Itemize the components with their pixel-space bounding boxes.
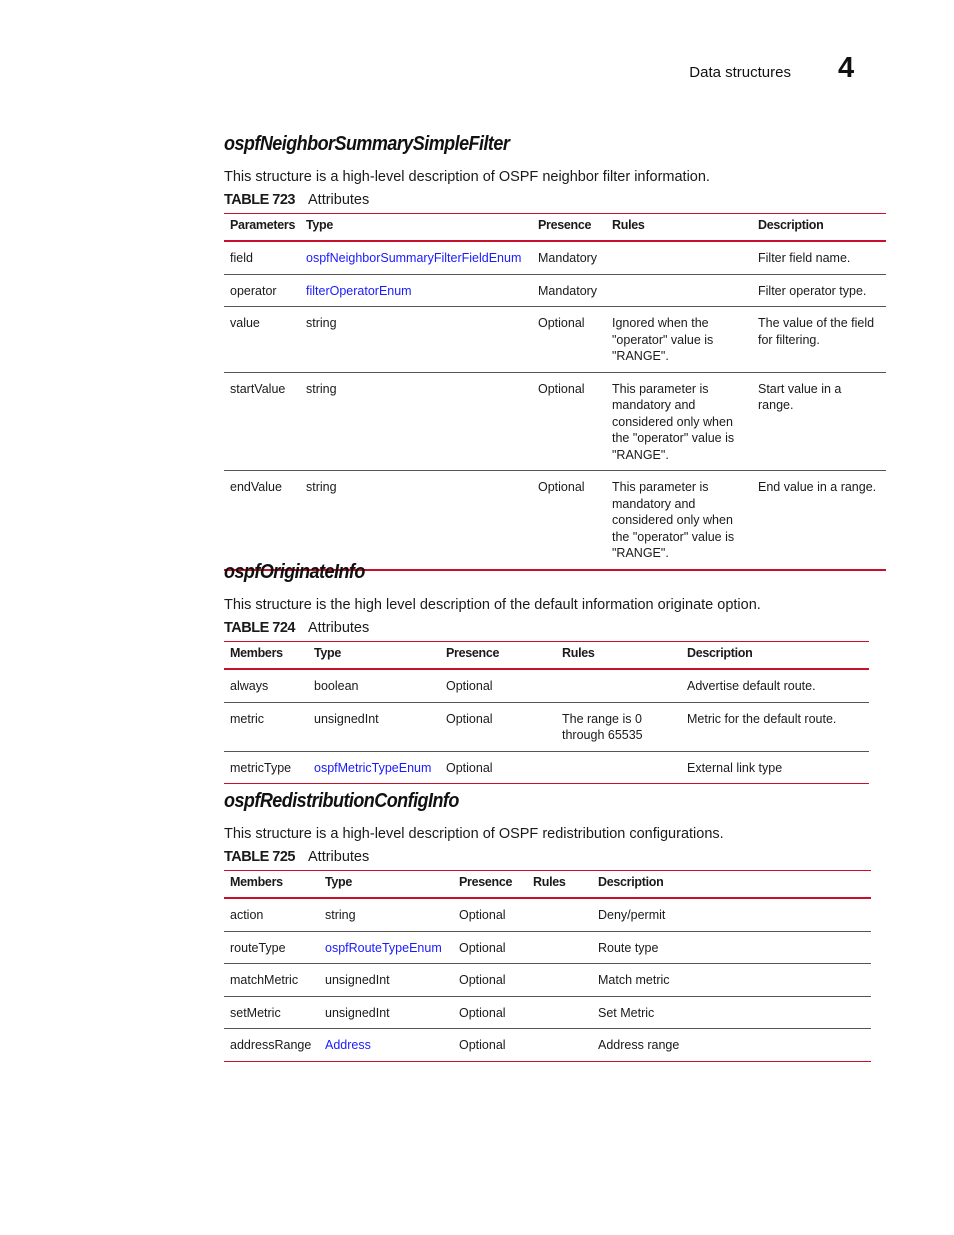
cell-rules bbox=[527, 898, 592, 931]
cell-rules bbox=[556, 669, 681, 702]
table-row bbox=[224, 931, 871, 964]
table-row bbox=[224, 751, 869, 784]
table-caption bbox=[224, 620, 869, 636]
cell-description: Start value in a range. bbox=[752, 372, 886, 471]
table-caption-text: Attributes bbox=[308, 620, 370, 636]
cell-type: boolean bbox=[308, 669, 440, 702]
column-header: Presence bbox=[453, 871, 527, 899]
cell-rules bbox=[527, 1029, 592, 1062]
table-row bbox=[224, 996, 871, 1029]
cell-description: Route type bbox=[592, 931, 871, 964]
table-725 bbox=[224, 870, 871, 1062]
column-header: Presence bbox=[532, 214, 606, 242]
table-row bbox=[224, 898, 871, 931]
column-header: Members bbox=[224, 642, 308, 670]
cell-description: Deny/permit bbox=[592, 898, 871, 931]
cell-parameter: startValue bbox=[224, 372, 300, 471]
cell-type: unsignedInt bbox=[319, 996, 453, 1029]
cell-member: addressRange bbox=[224, 1029, 319, 1062]
cell-type: string bbox=[300, 471, 532, 570]
cell-description: Filter operator type. bbox=[752, 274, 886, 307]
cell-member: setMetric bbox=[224, 996, 319, 1029]
cell-type: string bbox=[319, 898, 453, 931]
cell-parameter: endValue bbox=[224, 471, 300, 570]
cell-type: unsignedInt bbox=[308, 702, 440, 751]
cell-parameter: operator bbox=[224, 274, 300, 307]
cell-description: Set Metric bbox=[592, 996, 871, 1029]
cell-presence: Mandatory bbox=[532, 274, 606, 307]
table-header-row bbox=[224, 214, 886, 242]
table-row bbox=[224, 669, 869, 702]
table-caption bbox=[224, 849, 871, 865]
table-header-row bbox=[224, 642, 869, 670]
column-header: Members bbox=[224, 871, 319, 899]
cell-presence: Optional bbox=[532, 471, 606, 570]
cell-rules bbox=[527, 996, 592, 1029]
cell-rules: This parameter is mandatory and considered only when the "operator" value is "RANGE". bbox=[606, 471, 752, 570]
section-title: ospfRedistributionConfigInfo bbox=[224, 790, 459, 812]
cell-parameter: field bbox=[224, 241, 300, 274]
table-row bbox=[224, 471, 886, 570]
section-ospf-originate-info bbox=[224, 561, 869, 784]
table-caption bbox=[224, 192, 886, 208]
chapter-number: 4 bbox=[838, 52, 855, 84]
table-caption-text: Attributes bbox=[308, 192, 370, 208]
cell-presence: Optional bbox=[532, 372, 606, 471]
table-label: TABLE 725 bbox=[224, 849, 295, 865]
type-link[interactable]: ospfNeighborSummaryFilterFieldEnum bbox=[300, 241, 532, 274]
section-title: ospfOriginateInfo bbox=[224, 561, 365, 583]
cell-type: string bbox=[300, 307, 532, 373]
table-723 bbox=[224, 213, 886, 571]
type-link[interactable]: Address bbox=[319, 1029, 453, 1062]
section-description: This structure is the high level description of the default information originate option. bbox=[224, 597, 761, 613]
table-row bbox=[224, 241, 886, 274]
cell-rules bbox=[527, 964, 592, 997]
column-header: Description bbox=[752, 214, 886, 242]
cell-member: matchMetric bbox=[224, 964, 319, 997]
cell-presence: Optional bbox=[440, 669, 556, 702]
cell-description: Advertise default route. bbox=[681, 669, 869, 702]
section-ospf-redistribution-config-info bbox=[224, 790, 871, 1062]
cell-rules: This parameter is mandatory and considered only when the "operator" value is "RANGE". bbox=[606, 372, 752, 471]
table-row bbox=[224, 1029, 871, 1062]
type-link[interactable]: ospfMetricTypeEnum bbox=[308, 751, 440, 784]
column-header: Parameters bbox=[224, 214, 300, 242]
cell-member: action bbox=[224, 898, 319, 931]
column-header: Description bbox=[681, 642, 869, 670]
column-header: Type bbox=[319, 871, 453, 899]
column-header: Description bbox=[592, 871, 871, 899]
cell-description: Address range bbox=[592, 1029, 871, 1062]
cell-description: Match metric bbox=[592, 964, 871, 997]
cell-presence: Optional bbox=[532, 307, 606, 373]
cell-presence: Mandatory bbox=[532, 241, 606, 274]
cell-presence: Optional bbox=[453, 898, 527, 931]
cell-presence: Optional bbox=[440, 702, 556, 751]
cell-type: unsignedInt bbox=[319, 964, 453, 997]
cell-presence: Optional bbox=[453, 996, 527, 1029]
table-row bbox=[224, 307, 886, 373]
cell-description: Filter field name. bbox=[752, 241, 886, 274]
column-header: Rules bbox=[556, 642, 681, 670]
column-header: Presence bbox=[440, 642, 556, 670]
cell-rules bbox=[606, 241, 752, 274]
cell-presence: Optional bbox=[453, 931, 527, 964]
column-header: Type bbox=[308, 642, 440, 670]
cell-presence: Optional bbox=[453, 964, 527, 997]
cell-rules bbox=[527, 931, 592, 964]
table-label: TABLE 724 bbox=[224, 620, 295, 636]
cell-rules bbox=[556, 751, 681, 784]
cell-member: metric bbox=[224, 702, 308, 751]
cell-description: The value of the field for filtering. bbox=[752, 307, 886, 373]
type-link[interactable]: filterOperatorEnum bbox=[300, 274, 532, 307]
cell-rules: Ignored when the "operator" value is "RANGE". bbox=[606, 307, 752, 373]
section-description: This structure is a high-level description of OSPF redistribution configurations. bbox=[224, 826, 724, 842]
cell-rules: The range is 0 through 65535 bbox=[556, 702, 681, 751]
cell-member: always bbox=[224, 669, 308, 702]
table-caption-text: Attributes bbox=[308, 849, 370, 865]
table-row bbox=[224, 372, 886, 471]
table-row bbox=[224, 702, 869, 751]
cell-presence: Optional bbox=[453, 1029, 527, 1062]
cell-type: string bbox=[300, 372, 532, 471]
column-header: Rules bbox=[606, 214, 752, 242]
cell-presence: Optional bbox=[440, 751, 556, 784]
cell-member: metricType bbox=[224, 751, 308, 784]
table-row bbox=[224, 964, 871, 997]
cell-description: External link type bbox=[681, 751, 869, 784]
section-ospf-neighbor-summary-simple-filter bbox=[224, 133, 886, 571]
cell-rules bbox=[606, 274, 752, 307]
column-header: Rules bbox=[527, 871, 592, 899]
table-label: TABLE 723 bbox=[224, 192, 295, 208]
type-link[interactable]: ospfRouteTypeEnum bbox=[319, 931, 453, 964]
table-row bbox=[224, 274, 886, 307]
column-header: Type bbox=[300, 214, 532, 242]
cell-member: routeType bbox=[224, 931, 319, 964]
cell-parameter: value bbox=[224, 307, 300, 373]
table-header-row bbox=[224, 871, 871, 899]
table-724 bbox=[224, 641, 869, 784]
running-header-title: Data structures bbox=[689, 64, 791, 81]
cell-description: Metric for the default route. bbox=[681, 702, 869, 751]
section-description: This structure is a high-level description of OSPF neighbor filter information. bbox=[224, 169, 710, 185]
section-title: ospfNeighborSummarySimpleFilter bbox=[224, 133, 510, 155]
cell-description: End value in a range. bbox=[752, 471, 886, 570]
